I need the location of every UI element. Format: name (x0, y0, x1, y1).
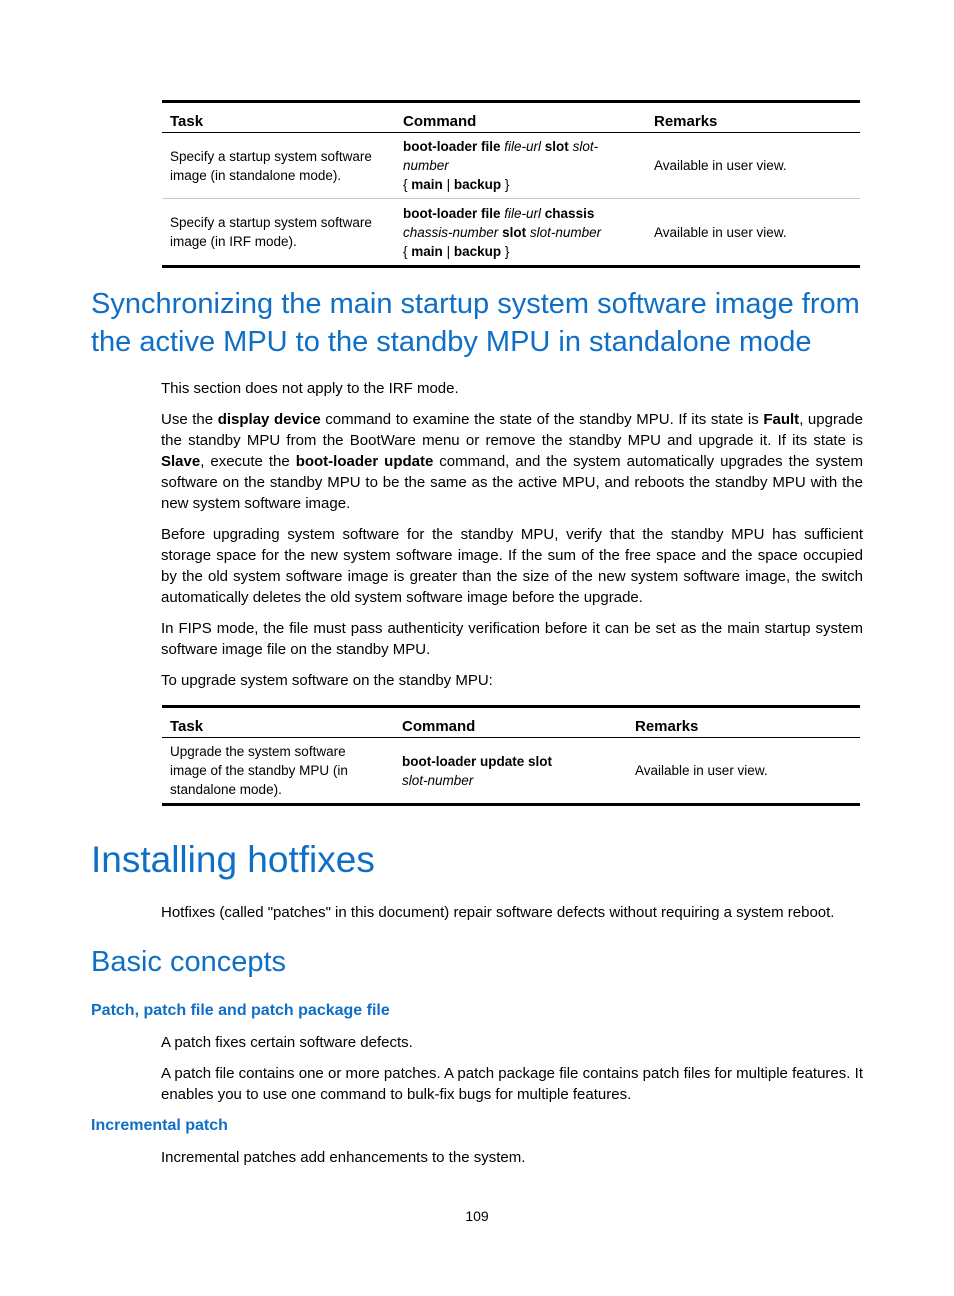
command-table-standby-upgrade (162, 705, 860, 806)
paragraph: A patch fixes certain software defects. (161, 1034, 413, 1051)
paragraph: Hotfixes (called "patches" in this document) repair software defects without requiring a system reboot. (161, 904, 835, 921)
task-cell: Specify a startup system software image (in IRF mode). (170, 215, 372, 249)
table-row (162, 738, 860, 805)
table-header-row (162, 102, 860, 133)
subheading-incremental-patch: Incremental patch (91, 1117, 228, 1134)
paragraph: A patch file contains one or more patches. A patch package file contains patch files for multiple features. It enables you to use one command to bulk-fix bugs for multiple features. (161, 1065, 863, 1103)
paragraph: This section does not apply to the IRF mode. (161, 380, 459, 397)
section-heading-basic-concepts: Basic concepts (91, 946, 287, 978)
command-cell: boot-loader file file-url slot slot-number { main | backup } (395, 133, 646, 199)
paragraph: To upgrade system software on the standby MPU: (161, 672, 493, 689)
task-cell: Upgrade the system software image of the standby MPU (in standalone mode). (170, 744, 348, 797)
header-remarks: Remarks (627, 707, 860, 738)
remarks-cell: Available in user view. (635, 763, 768, 778)
command-cell: boot-loader file file-url chassis chassis-number slot slot-number { main | backup } (403, 205, 602, 259)
section-heading-synchronizing: Synchronizing the main startup system software image from the active MPU to the standby MPU in standalone mode (91, 288, 860, 358)
header-task: Task (162, 707, 394, 738)
table-row (162, 199, 860, 267)
table-row (162, 133, 860, 199)
remarks-cell: Available in user view. (646, 133, 860, 199)
header-command: Command (395, 102, 646, 133)
task-cell: Specify a startup system software image (in standalone mode). (162, 133, 395, 199)
paragraph: Use the display device command to examine the state of the standby MPU. If its state is Fault, upgrade the standby MPU from the BootWare menu or remove the standby MPU and upgrade it. If its state is Slave, execute the boot-loader update command, and the system automatically upgrades the system software on the standby MPU to be the same as the active MPU, and reboots the standby MPU with the new system software image. (161, 411, 863, 512)
paragraph: Before upgrading system software for the standby MPU, verify that the standby MPU has sufficient storage space for the new system software image. If the sum of the free space and the space occupied by the old system software image is greater than the size of the new system software image, the switch automatically deletes the old system software image before the upgrade. (161, 526, 863, 606)
remarks-cell: Available in user view. (654, 224, 787, 240)
section-heading-installing-hotfixes: Installing hotfixes (91, 839, 375, 880)
subheading-patch-files: Patch, patch file and patch package file (91, 1002, 390, 1019)
paragraph: Incremental patches add enhancements to the system. (161, 1149, 526, 1166)
page-number: 109 (465, 1208, 489, 1224)
paragraph: In FIPS mode, the file must pass authenticity verification before it can be set as the main startup system software image file on the standby MPU. (161, 620, 863, 658)
header-remarks: Remarks (646, 102, 860, 133)
command-table-startup-image (162, 100, 860, 268)
command-cell: boot-loader update slot slot-number (402, 753, 552, 788)
table-header-row (162, 707, 860, 738)
header-task: Task (162, 102, 395, 133)
header-command: Command (394, 707, 627, 738)
